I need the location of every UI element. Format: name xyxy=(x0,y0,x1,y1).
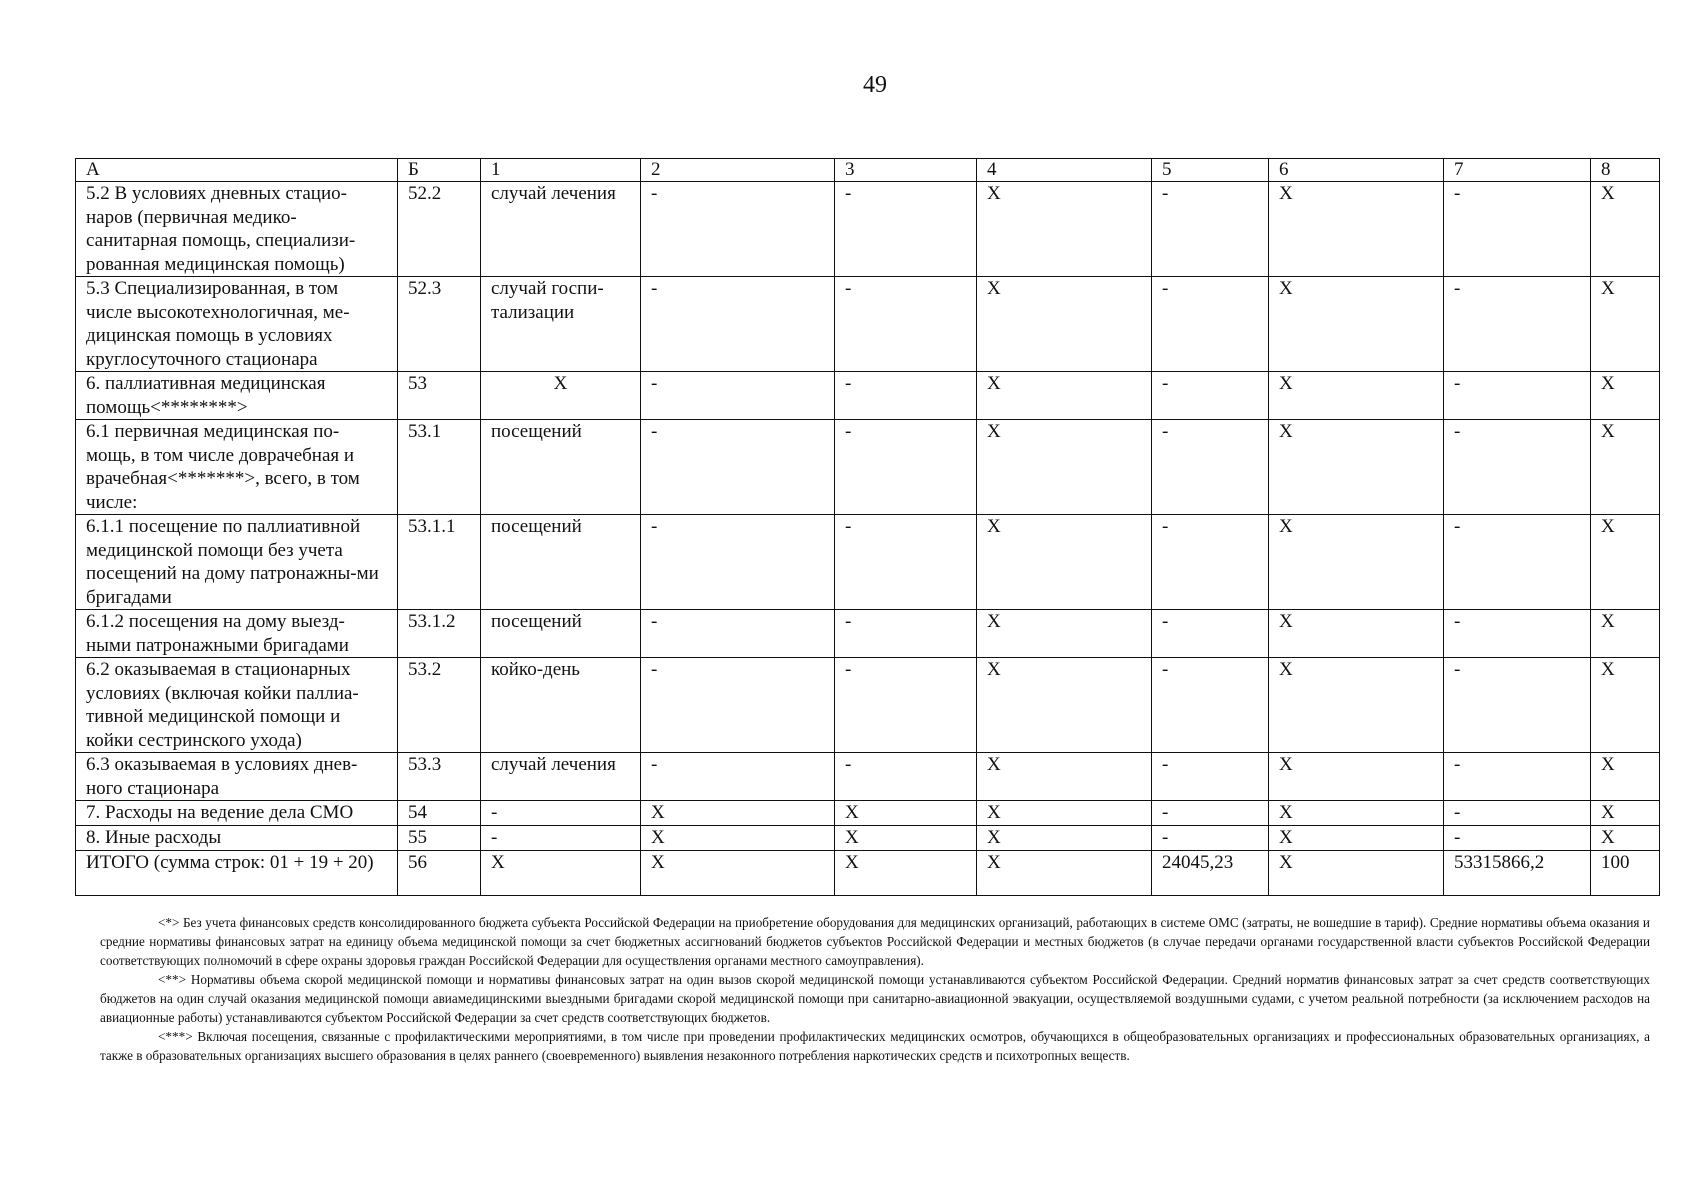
table-cell: Х xyxy=(1269,277,1444,372)
table-cell: 53.1 xyxy=(398,420,481,515)
table-cell: койко-день xyxy=(481,658,641,753)
table-cell: Х xyxy=(1269,372,1444,420)
table-cell: 52.3 xyxy=(398,277,481,372)
table-cell: Х xyxy=(977,826,1152,851)
footnote: <**> Нормативы объема скорой медицинской помощи и нормативы финансовых затрат на один вызов скорой медицинской помощи устанавливаются субъектом Российской Федерации. Средний норматив финансовых затрат за счет средств соответствующих бюджетов на один случай оказания медицинской помощи авиамедицинскими выездными бригадами скорой медицинской помощи при санитарно-авиационной эвакуации, осуществляемой воздушными судами, с учетом реальной потребности (за исключением расходов на авиационные работы) устанавливаются субъектом Российской Федерации за счет средств соответствующих бюджетов. xyxy=(100,972,1650,1025)
table-cell: Х xyxy=(977,658,1152,753)
header-cell-a: А xyxy=(76,159,398,182)
table-cell: Х xyxy=(1591,420,1660,515)
table-cell: Х xyxy=(977,182,1152,277)
table-cell: - xyxy=(835,658,977,753)
table-cell: - xyxy=(1444,182,1591,277)
table-row xyxy=(76,658,1660,753)
table-cell: - xyxy=(1152,182,1269,277)
table-cell: 6. паллиативная медицинская помощь<********> xyxy=(76,372,398,420)
header-cell-4: 4 xyxy=(977,159,1152,182)
header-cell-1: 1 xyxy=(481,159,641,182)
table-cell: 56 xyxy=(398,851,481,896)
table-cell: Х xyxy=(977,801,1152,826)
table-cell: - xyxy=(641,372,835,420)
table-cell: Х xyxy=(641,801,835,826)
table-cell: 8. Иные расходы xyxy=(76,826,398,851)
table-cell: - xyxy=(1444,658,1591,753)
table-cell: Х xyxy=(1269,851,1444,896)
table-cell: - xyxy=(835,277,977,372)
table-cell: - xyxy=(1444,753,1591,801)
table-cell: - xyxy=(1152,610,1269,658)
table-cell: Х xyxy=(977,277,1152,372)
table-cell: 5.2 В условиях дневных стацио-наров (первичная медико-санитарная помощь, специализи-рованная медицинская помощь) xyxy=(76,182,398,277)
table-cell: Х xyxy=(835,801,977,826)
table-cell: - xyxy=(481,826,641,851)
table-row xyxy=(76,851,1660,896)
table-cell: Х xyxy=(1269,610,1444,658)
table-row xyxy=(76,182,1660,277)
table-cell: Х xyxy=(1269,515,1444,610)
table-cell: 53.2 xyxy=(398,658,481,753)
table-cell: Х xyxy=(1269,420,1444,515)
table-cell: Х xyxy=(977,420,1152,515)
table-cell: 6.2 оказываемая в стационарных условиях (включая койки паллиа-тивной медицинской помощи и койки сестринского ухода) xyxy=(76,658,398,753)
table-row xyxy=(76,826,1660,851)
table-cell: Х xyxy=(481,851,641,896)
table-cell: - xyxy=(1152,372,1269,420)
table-cell: Х xyxy=(1269,658,1444,753)
table-cell: Х xyxy=(977,753,1152,801)
table-cell: Х xyxy=(1591,801,1660,826)
table-row xyxy=(76,277,1660,372)
table-cell: Х xyxy=(1591,277,1660,372)
table-cell: - xyxy=(641,277,835,372)
table-cell: - xyxy=(1152,277,1269,372)
header-cell-2: 2 xyxy=(641,159,835,182)
table-cell: - xyxy=(1444,610,1591,658)
table-cell: Х xyxy=(1591,610,1660,658)
budget-table xyxy=(75,158,1660,896)
table-cell: Х xyxy=(1269,182,1444,277)
table-cell: - xyxy=(1152,826,1269,851)
table-cell: - xyxy=(641,753,835,801)
table-cell: - xyxy=(641,182,835,277)
table-cell: случай госпи-тализации xyxy=(481,277,641,372)
table-cell: - xyxy=(1444,372,1591,420)
table-cell: Х xyxy=(641,851,835,896)
table-cell: 6.1.2 посещения на дому выезд-ными патронажными бригадами xyxy=(76,610,398,658)
table-cell: - xyxy=(835,610,977,658)
header-cell-7: 7 xyxy=(1444,159,1591,182)
table-cell: Х xyxy=(1269,753,1444,801)
table-cell: 24045,23 xyxy=(1152,851,1269,896)
table-row xyxy=(76,372,1660,420)
footnotes xyxy=(100,913,1650,1065)
header-cell-3: 3 xyxy=(835,159,977,182)
table-cell: - xyxy=(641,515,835,610)
footnote: <*> Без учета финансовых средств консолидированного бюджета субъекта Российской Федерации на приобретение оборудования для медицинских организаций, работающих в системе ОМС (затраты, не вошедшие в тариф). Средние нормативы объема оказания и средние нормативы финансовых затрат на единицу объема медицинской помощи за счет бюджетных ассигнований бюджетов субъектов Российской Федерации и местных бюджетов (в случае передачи органами государственной власти субъектов Российской Федерации соответствующих полномочий в сфере охраны здоровья граждан Российской Федерации для осуществления органами местного самоуправления). xyxy=(100,915,1650,968)
table-cell: случай лечения xyxy=(481,753,641,801)
table-cell: 54 xyxy=(398,801,481,826)
table-cell: - xyxy=(1152,801,1269,826)
table-header-row xyxy=(76,159,1660,182)
header-cell-6: 6 xyxy=(1269,159,1444,182)
table-row xyxy=(76,420,1660,515)
table-cell: посещений xyxy=(481,515,641,610)
table-cell: - xyxy=(1152,753,1269,801)
table-cell: Х xyxy=(835,851,977,896)
page-number: 49 xyxy=(863,72,887,98)
table-cell: 53.3 xyxy=(398,753,481,801)
table-cell: 6.1 первичная медицинская по-мощь, в том числе доврачебная и врачебная<*******>, всего, в том числе: xyxy=(76,420,398,515)
table-cell: Х xyxy=(977,610,1152,658)
table-cell: ИТОГО (сумма строк: 01 + 19 + 20) xyxy=(76,851,398,896)
table-cell: - xyxy=(1152,515,1269,610)
table-cell: - xyxy=(1152,658,1269,753)
table-cell: - xyxy=(1444,801,1591,826)
table-cell: - xyxy=(481,801,641,826)
table-cell: - xyxy=(1444,277,1591,372)
table-cell: Х xyxy=(1269,801,1444,826)
header-cell-b: Б xyxy=(398,159,481,182)
table-cell: - xyxy=(1444,826,1591,851)
table-cell: - xyxy=(835,182,977,277)
table-cell: - xyxy=(1444,515,1591,610)
table-row xyxy=(76,801,1660,826)
table-cell: - xyxy=(835,753,977,801)
table-cell: 55 xyxy=(398,826,481,851)
table-cell: - xyxy=(835,420,977,515)
table-cell: Х xyxy=(1591,372,1660,420)
table-row xyxy=(76,753,1660,801)
table-cell: 100 xyxy=(1591,851,1660,896)
table-cell: - xyxy=(1444,420,1591,515)
table-cell: 5.3 Специализированная, в том числе высокотехнологичная, ме-дицинская помощь в условиях круглосуточного стационара xyxy=(76,277,398,372)
table-cell: Х xyxy=(641,826,835,851)
table-cell: - xyxy=(641,610,835,658)
header-cell-8: 8 xyxy=(1591,159,1660,182)
table-cell: 53.1.1 xyxy=(398,515,481,610)
table-cell: 52.2 xyxy=(398,182,481,277)
table-cell: Х xyxy=(1591,753,1660,801)
table-cell: Х xyxy=(1269,826,1444,851)
table-row xyxy=(76,515,1660,610)
table-cell: Х xyxy=(977,372,1152,420)
table-cell: - xyxy=(641,658,835,753)
footnote: <***> Включая посещения, связанные с профилактическими мероприятиями, в том числе при проведении профилактических медицинских осмотров, обучающихся в общеобразовательных организациях и профессиональных образовательных организациях, а также в образовательных организациях высшего образования в целях раннего (своевременного) выявления незаконного потребления наркотических средств и психотропных веществ. xyxy=(100,1029,1650,1063)
table-cell: 7. Расходы на ведение дела СМО xyxy=(76,801,398,826)
table-cell: Х xyxy=(977,851,1152,896)
table-cell: Х xyxy=(1591,515,1660,610)
table-cell: случай лечения xyxy=(481,182,641,277)
table-cell: Х xyxy=(1591,826,1660,851)
header-cell-5: 5 xyxy=(1152,159,1269,182)
table-cell: - xyxy=(835,372,977,420)
table-cell: посещений xyxy=(481,420,641,515)
table-cell: Х xyxy=(835,826,977,851)
table-cell: Х xyxy=(481,372,641,420)
table-cell: - xyxy=(1152,420,1269,515)
table-cell: - xyxy=(835,515,977,610)
table-cell: - xyxy=(641,420,835,515)
table-cell: 53.1.2 xyxy=(398,610,481,658)
table-cell: 53315866,2 xyxy=(1444,851,1591,896)
table-cell: Х xyxy=(1591,182,1660,277)
table-cell: 53 xyxy=(398,372,481,420)
table-cell: Х xyxy=(1591,658,1660,753)
table-cell: 6.3 оказываемая в условиях днев-ного стационара xyxy=(76,753,398,801)
table-cell: 6.1.1 посещение по паллиативной медицинской помощи без учета посещений на дому патронажны-ми бригадами xyxy=(76,515,398,610)
table-cell: посещений xyxy=(481,610,641,658)
table-cell: Х xyxy=(977,515,1152,610)
table-row xyxy=(76,610,1660,658)
